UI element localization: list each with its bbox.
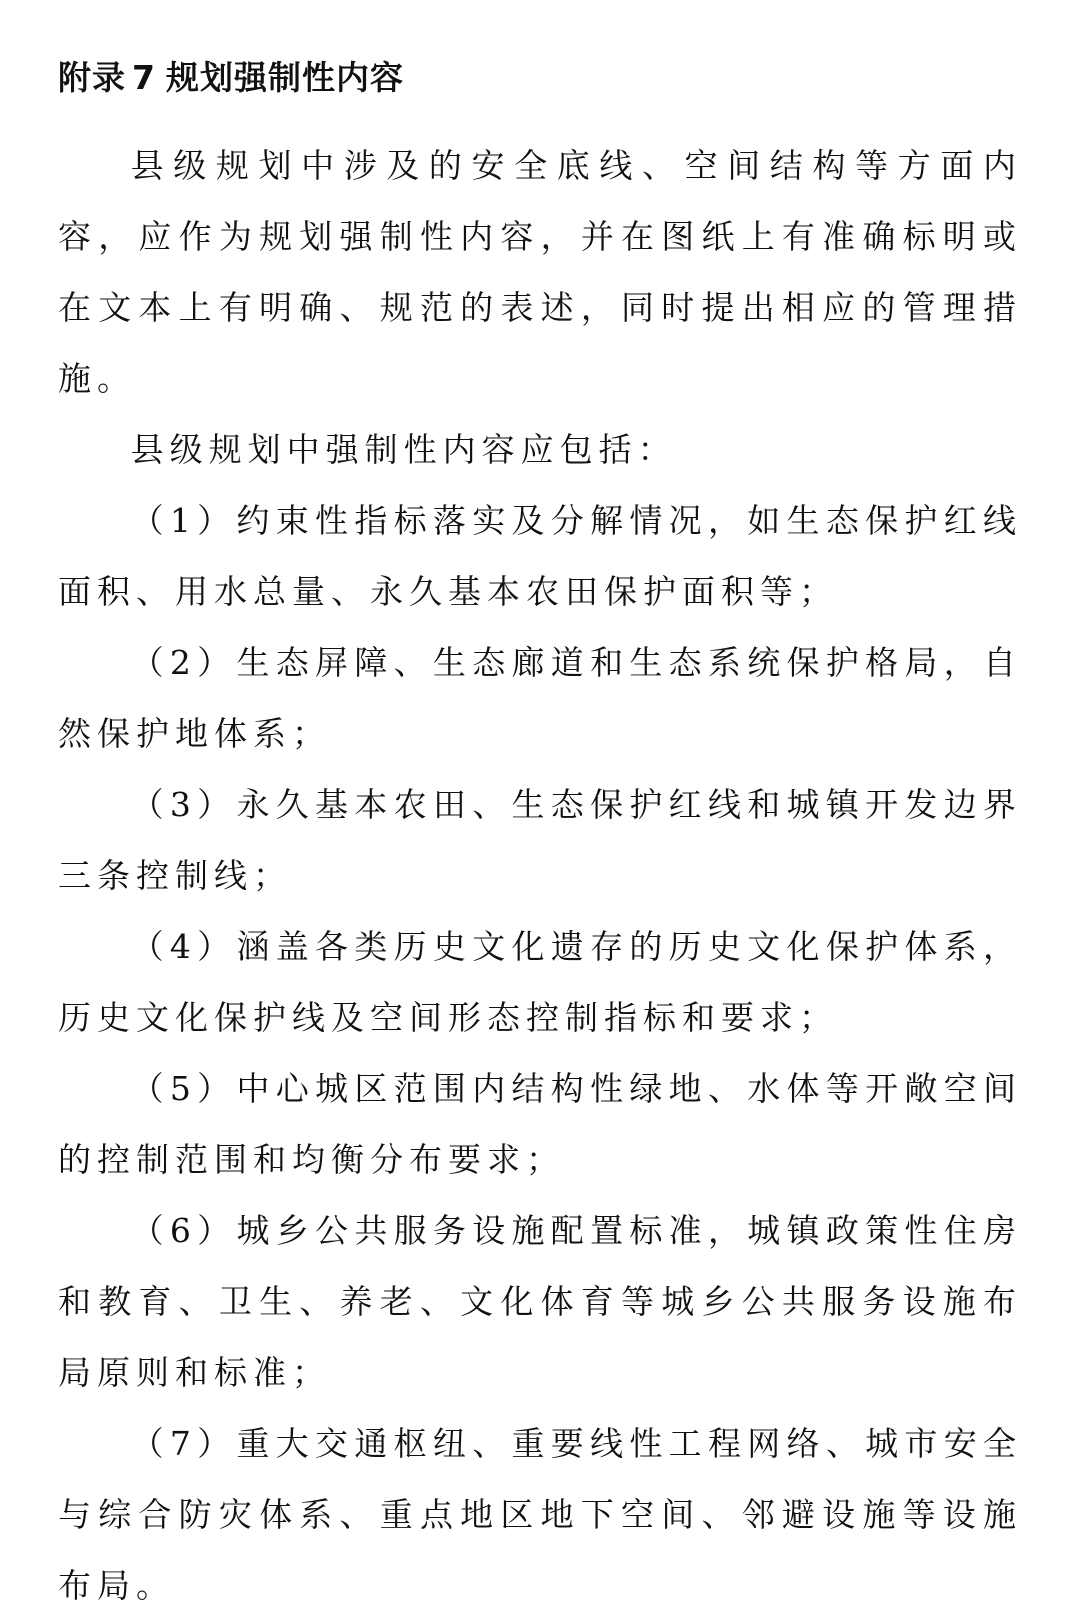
appendix-number: 7 <box>132 58 156 97</box>
list-item: （4）涵盖各类历史文化遗存的历史文化保护体系，历史文化保护线及空间形态控制指标和要求； <box>58 927 1022 1037</box>
appendix-title: 规划强制性内容 <box>165 58 404 97</box>
list-item: （1）约束性指标落实及分解情况，如生态保护红线面积、用水总量、永久基本农田保护面积等； <box>58 501 1022 611</box>
list-item: （2）生态屏障、生态廊道和生态系统保护格局，自然保护地体系； <box>58 643 1022 753</box>
list-item: （6）城乡公共服务设施配置标准，城镇政策性住房和教育、卫生、养老、文化体育等城乡公共服务设施布局原则和标准； <box>58 1211 1022 1392</box>
list-item: （7）重大交通枢纽、重要线性工程网络、城市安全与综合防灾体系、重点地区地下空间、邻避设施等设施布局。 <box>58 1424 1022 1605</box>
appendix-label: 附录 <box>58 58 126 97</box>
list-item: （3）永久基本农田、生态保护红线和城镇开发边界三条控制线； <box>58 785 1022 895</box>
document-body <box>58 130 1022 1621</box>
list-item: （5）中心城区范围内结构性绿地、水体等开敞空间的控制范围和均衡分布要求； <box>58 1069 1022 1179</box>
intro-paragraph: 县级规划中涉及的安全底线、空间结构等方面内容，应作为规划强制性内容，并在图纸上有准确标明或在文本上有明确、规范的表述，同时提出相应的管理措施。 <box>58 146 1022 398</box>
appendix-heading <box>58 52 404 104</box>
list-intro-paragraph: 县级规划中强制性内容应包括： <box>130 430 677 469</box>
